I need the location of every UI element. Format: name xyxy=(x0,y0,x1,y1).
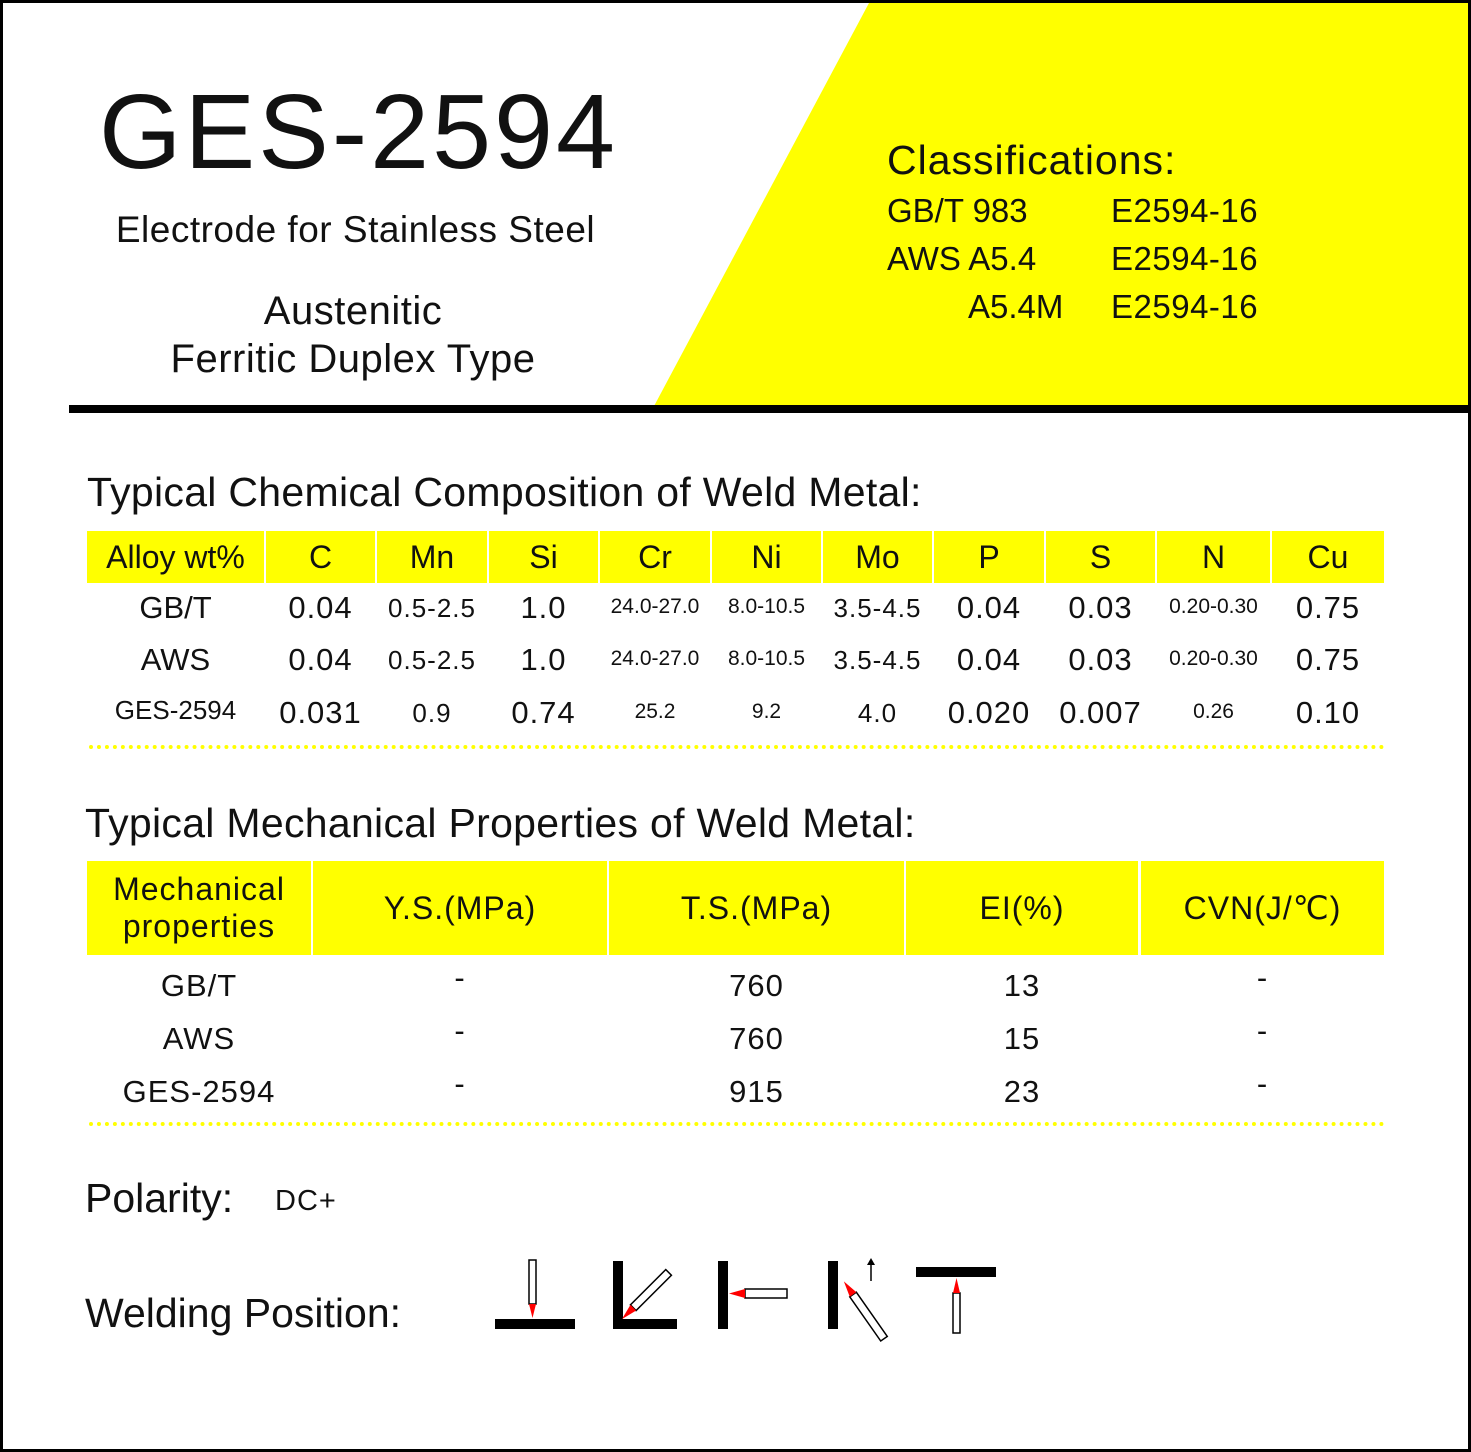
chemical-value-cell: 0.75 xyxy=(1295,642,1361,677)
chemical-header-cell: S xyxy=(1046,531,1155,583)
mechanical-value-cell: 13 xyxy=(1003,968,1041,1003)
horizontal-fillet-position-icon xyxy=(613,1261,677,1329)
product-type-line-2: Ferritic Duplex Type xyxy=(170,337,536,381)
chemical-value-cell: 0.03 xyxy=(1068,590,1133,625)
mechanical-row-label: AWS xyxy=(162,1021,236,1056)
chemical-value-cell: 24.0-27.0 xyxy=(610,647,700,670)
mechanical-row-label: GB/T xyxy=(160,968,238,1003)
mechanical-value-cell: 15 xyxy=(1003,1021,1041,1056)
classification-code: E2594-16 xyxy=(1111,240,1259,277)
vertical-up-position-icon xyxy=(828,1258,887,1341)
classification-code: E2594-16 xyxy=(1111,192,1259,229)
chemical-header-cell: P xyxy=(934,531,1044,583)
chemical-value-cell: 0.10 xyxy=(1295,695,1361,730)
chemical-header-cell: C xyxy=(266,531,375,583)
chemical-value-cell: 25.2 xyxy=(634,700,676,723)
chemical-value-cell: 8.0-10.5 xyxy=(727,595,806,618)
mechanical-header-cell: T.S.(MPa) xyxy=(609,861,904,955)
chemical-row-label: AWS xyxy=(140,642,211,677)
flat-position-icon xyxy=(495,1260,575,1329)
chemical-value-cell: 0.20-0.30 xyxy=(1169,595,1258,618)
mechanical-value-cell: 760 xyxy=(729,1021,784,1056)
welding-position-icons xyxy=(491,1255,1011,1345)
chemical-header-cell: Si xyxy=(489,531,598,583)
chemical-value-cell: 0.04 xyxy=(288,642,353,677)
classification-standard: GB/T 983 xyxy=(887,192,1028,229)
chemical-value-cell: 1.0 xyxy=(520,642,567,677)
chemical-header-cell: Cr xyxy=(600,531,710,583)
chemical-row-label: GB/T xyxy=(139,590,212,625)
chemical-row-label: GES-2594 xyxy=(114,695,237,725)
product-subtitle: Electrode for Stainless Steel xyxy=(115,209,596,250)
mechanical-properties-title: Typical Mechanical Properties of Weld Metal: xyxy=(85,800,916,846)
chemical-header-cell: Alloy wt% xyxy=(87,531,264,583)
polarity-label: Polarity: xyxy=(85,1175,234,1221)
product-code: GES-2594 xyxy=(99,73,618,191)
mechanical-table-dotted-rule xyxy=(89,1122,1385,1126)
classification-code: E2594-16 xyxy=(1111,288,1259,325)
mechanical-value-cell: 915 xyxy=(729,1074,784,1109)
mechanical-value-cell: - xyxy=(454,1066,466,1101)
chemical-value-cell: 0.007 xyxy=(1059,695,1142,730)
mechanical-header-cell: CVN(J/℃) xyxy=(1141,861,1384,955)
chemical-table-dotted-rule xyxy=(89,745,1385,749)
horizontal-position-icon xyxy=(718,1261,787,1329)
mechanical-value-cell: - xyxy=(1256,960,1269,995)
mechanical-header-cell: Mechanical properties xyxy=(87,861,311,955)
mechanical-value-cell: 23 xyxy=(1003,1074,1041,1109)
chemical-value-cell: 4.0 xyxy=(857,697,898,728)
chemical-value-cell: 0.020 xyxy=(947,695,1031,730)
overhead-position-icon xyxy=(916,1267,996,1333)
chemical-value-cell: 3.5-4.5 xyxy=(833,592,922,623)
chemical-composition-title: Typical Chemical Composition of Weld Metal: xyxy=(87,469,922,515)
mechanical-value-cell: - xyxy=(1256,1066,1269,1101)
chemical-value-cell: 0.5-2.5 xyxy=(388,644,476,675)
chemical-value-cell: 3.5-4.5 xyxy=(833,644,922,675)
chemical-header-cell: N xyxy=(1157,531,1270,583)
chemical-value-cell: 0.031 xyxy=(279,695,362,730)
chemical-value-cell: 9.2 xyxy=(751,700,782,723)
mechanical-value-cell: 760 xyxy=(729,968,784,1003)
mechanical-value-cell: - xyxy=(454,960,466,995)
chemical-value-cell: 0.03 xyxy=(1068,642,1133,677)
chemical-value-cell: 0.5-2.5 xyxy=(388,592,476,623)
chemical-value-cell: 0.74 xyxy=(511,695,576,730)
mechanical-header-cell: Y.S.(MPa) xyxy=(313,861,607,955)
chemical-value-cell: 24.0-27.0 xyxy=(610,595,700,618)
classifications-heading: Classifications: xyxy=(887,137,1177,183)
chemical-value-cell: 1.0 xyxy=(520,590,567,625)
chemical-header-cell: Mn xyxy=(377,531,487,583)
chemical-header-cell: Cu xyxy=(1272,531,1384,583)
chemical-value-cell: 0.9 xyxy=(412,697,452,728)
classification-standard: AWS A5.4 xyxy=(887,240,1037,277)
mechanical-value-cell: - xyxy=(454,1013,466,1048)
product-type-line-1: Austenitic xyxy=(263,289,443,333)
chemical-value-cell: 0.75 xyxy=(1295,590,1361,625)
welding-position-label: Welding Position: xyxy=(85,1290,402,1336)
mechanical-row-label: GES-2594 xyxy=(122,1074,276,1109)
mechanical-header-cell: EI(%) xyxy=(906,861,1138,955)
chemical-header-cell: Ni xyxy=(712,531,821,583)
chemical-value-cell: 0.04 xyxy=(288,590,353,625)
chemical-header-cell: Mo xyxy=(823,531,932,583)
chemical-value-cell: 8.0-10.5 xyxy=(727,647,806,670)
polarity-value: DC+ xyxy=(275,1185,337,1217)
chemical-value-cell: 0.04 xyxy=(956,642,1022,677)
chemical-value-cell: 0.26 xyxy=(1193,700,1234,723)
mechanical-value-cell: - xyxy=(1256,1013,1269,1048)
chemical-value-cell: 0.04 xyxy=(956,590,1022,625)
classification-standard: A5.4M xyxy=(968,288,1064,325)
header-divider xyxy=(69,405,1471,413)
chemical-value-cell: 0.20-0.30 xyxy=(1169,647,1258,670)
